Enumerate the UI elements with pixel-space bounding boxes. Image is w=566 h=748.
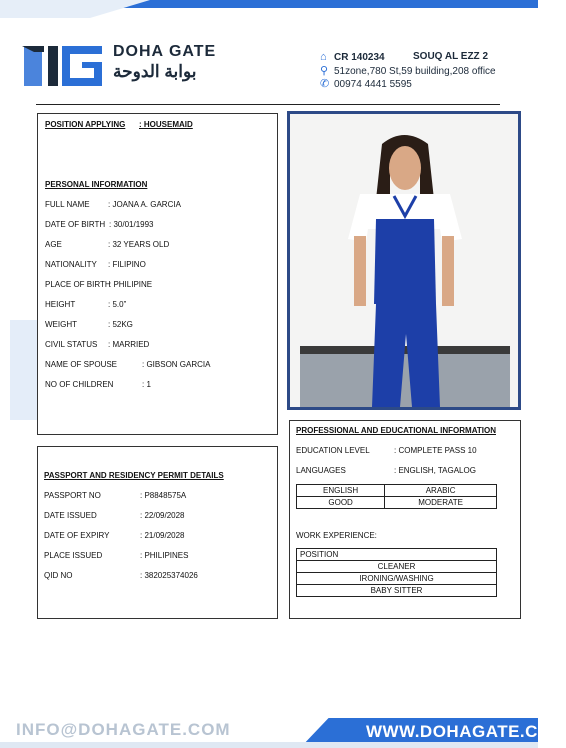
label-date-issued: DATE ISSUED <box>44 511 97 520</box>
souq-name: SOUQ AL EZZ 2 <box>413 51 489 62</box>
work-item: IRONING/WASHING <box>297 573 497 585</box>
lang-header-arabic: ARABIC <box>385 485 497 497</box>
phone-line <box>320 77 412 90</box>
cr-number: CR 140234 <box>334 52 385 63</box>
work-experience-label: WORK EXPERIENCE: <box>296 531 377 540</box>
value-civil-status: : MARRIED <box>108 340 150 349</box>
label-place-issued: PLACE ISSUED <box>44 551 103 560</box>
label-children: NO OF CHILDREN <box>45 380 114 389</box>
brand-name-en: DOHA GATE <box>113 43 217 60</box>
value-place-issued: : PHILIPINES <box>140 551 189 560</box>
label-education: EDUCATION LEVEL <box>296 446 370 455</box>
header-rule <box>36 104 500 105</box>
value-qid-no: : 382025374026 <box>140 571 198 580</box>
footer-strip <box>0 742 538 748</box>
label-civil-status: CIVIL STATUS <box>45 340 98 349</box>
top-band <box>0 0 538 10</box>
work-experience-table <box>296 548 497 597</box>
label-passport-no: PASSPORT NO <box>44 491 101 500</box>
brand-name-ar: بوابة الدوحة <box>113 62 197 81</box>
lang-level-english: GOOD <box>297 497 385 509</box>
label-full-name: FULL NAME <box>45 200 90 209</box>
work-item: CLEANER <box>297 561 497 573</box>
value-date-of-birth: : 30/01/1993 <box>109 220 154 229</box>
phone-icon: ✆ <box>320 78 330 90</box>
value-passport-no: : P8848575A <box>140 491 187 500</box>
phone-text: 00974 4441 5595 <box>334 79 412 90</box>
value-spouse: : GIBSON GARCIA <box>142 360 211 369</box>
address-text: 51zone,780 St,59 building,208 office <box>334 66 496 77</box>
passport-heading: PASSPORT AND RESIDENCY PERMIT DETAILS <box>44 471 224 480</box>
value-children: : 1 <box>142 380 151 389</box>
label-nationality: NATIONALITY <box>45 260 97 269</box>
location-pin-icon: ⚲ <box>320 65 329 77</box>
value-age: : 32 YEARS OLD <box>108 240 170 249</box>
value-languages: : ENGLISH, TAGALOG <box>394 466 476 475</box>
personal-heading: PERSONAL INFORMATION <box>45 180 148 189</box>
footer-website[interactable]: WWW.DOHAGATE.COM <box>366 722 566 741</box>
value-full-name: : JOANA A. GARCIA <box>108 200 181 209</box>
label-qid-no: QID NO <box>44 571 73 580</box>
value-height: : 5.0” <box>108 300 127 309</box>
doha-gate-logo-icon <box>20 40 104 88</box>
label-age: AGE <box>45 240 62 249</box>
label-weight: WEIGHT <box>45 320 77 329</box>
position-label: POSITION APPLYING <box>45 120 126 129</box>
personal-info-box <box>37 113 278 435</box>
label-languages: LANGUAGES <box>296 466 346 475</box>
label-date-of-birth: DATE OF BIRTH <box>45 220 106 229</box>
value-weight: : 52KG <box>108 320 133 329</box>
position-value: : HOUSEMAID <box>139 120 193 129</box>
professional-info-box <box>289 420 521 619</box>
value-date-issued: : 22/09/2028 <box>140 511 185 520</box>
value-date-of-expiry: : 21/09/2028 <box>140 531 185 540</box>
lang-level-arabic: MODERATE <box>385 497 497 509</box>
value-nationality: : FILIPINO <box>108 260 146 269</box>
label-date-of-expiry: DATE OF EXPIRY <box>44 531 110 540</box>
work-item: BABY SITTER <box>297 585 497 597</box>
value-education: : COMPLETE PASS 10 <box>394 446 477 455</box>
building-icon: ⌂ <box>320 51 327 63</box>
address-line <box>320 64 496 77</box>
professional-heading: PROFESSIONAL AND EDUCATIONAL INFORMATION <box>296 426 496 435</box>
language-table <box>296 484 497 509</box>
label-place-of-birth: PLACE OF BIRTH <box>45 280 111 289</box>
value-place-of-birth: : PHILIPINE <box>109 280 153 289</box>
work-header-position: POSITION <box>297 549 497 561</box>
applicant-photo-image <box>290 114 518 407</box>
cr-line <box>320 51 385 63</box>
applicant-photo <box>287 111 521 410</box>
lang-header-english: ENGLISH <box>297 485 385 497</box>
top-band-light <box>0 0 150 18</box>
passport-info-box <box>37 446 278 619</box>
label-spouse: NAME OF SPOUSE <box>45 360 118 369</box>
footer-email[interactable]: INFO@DOHAGATE.COM <box>16 720 231 739</box>
label-height: HEIGHT <box>45 300 76 309</box>
